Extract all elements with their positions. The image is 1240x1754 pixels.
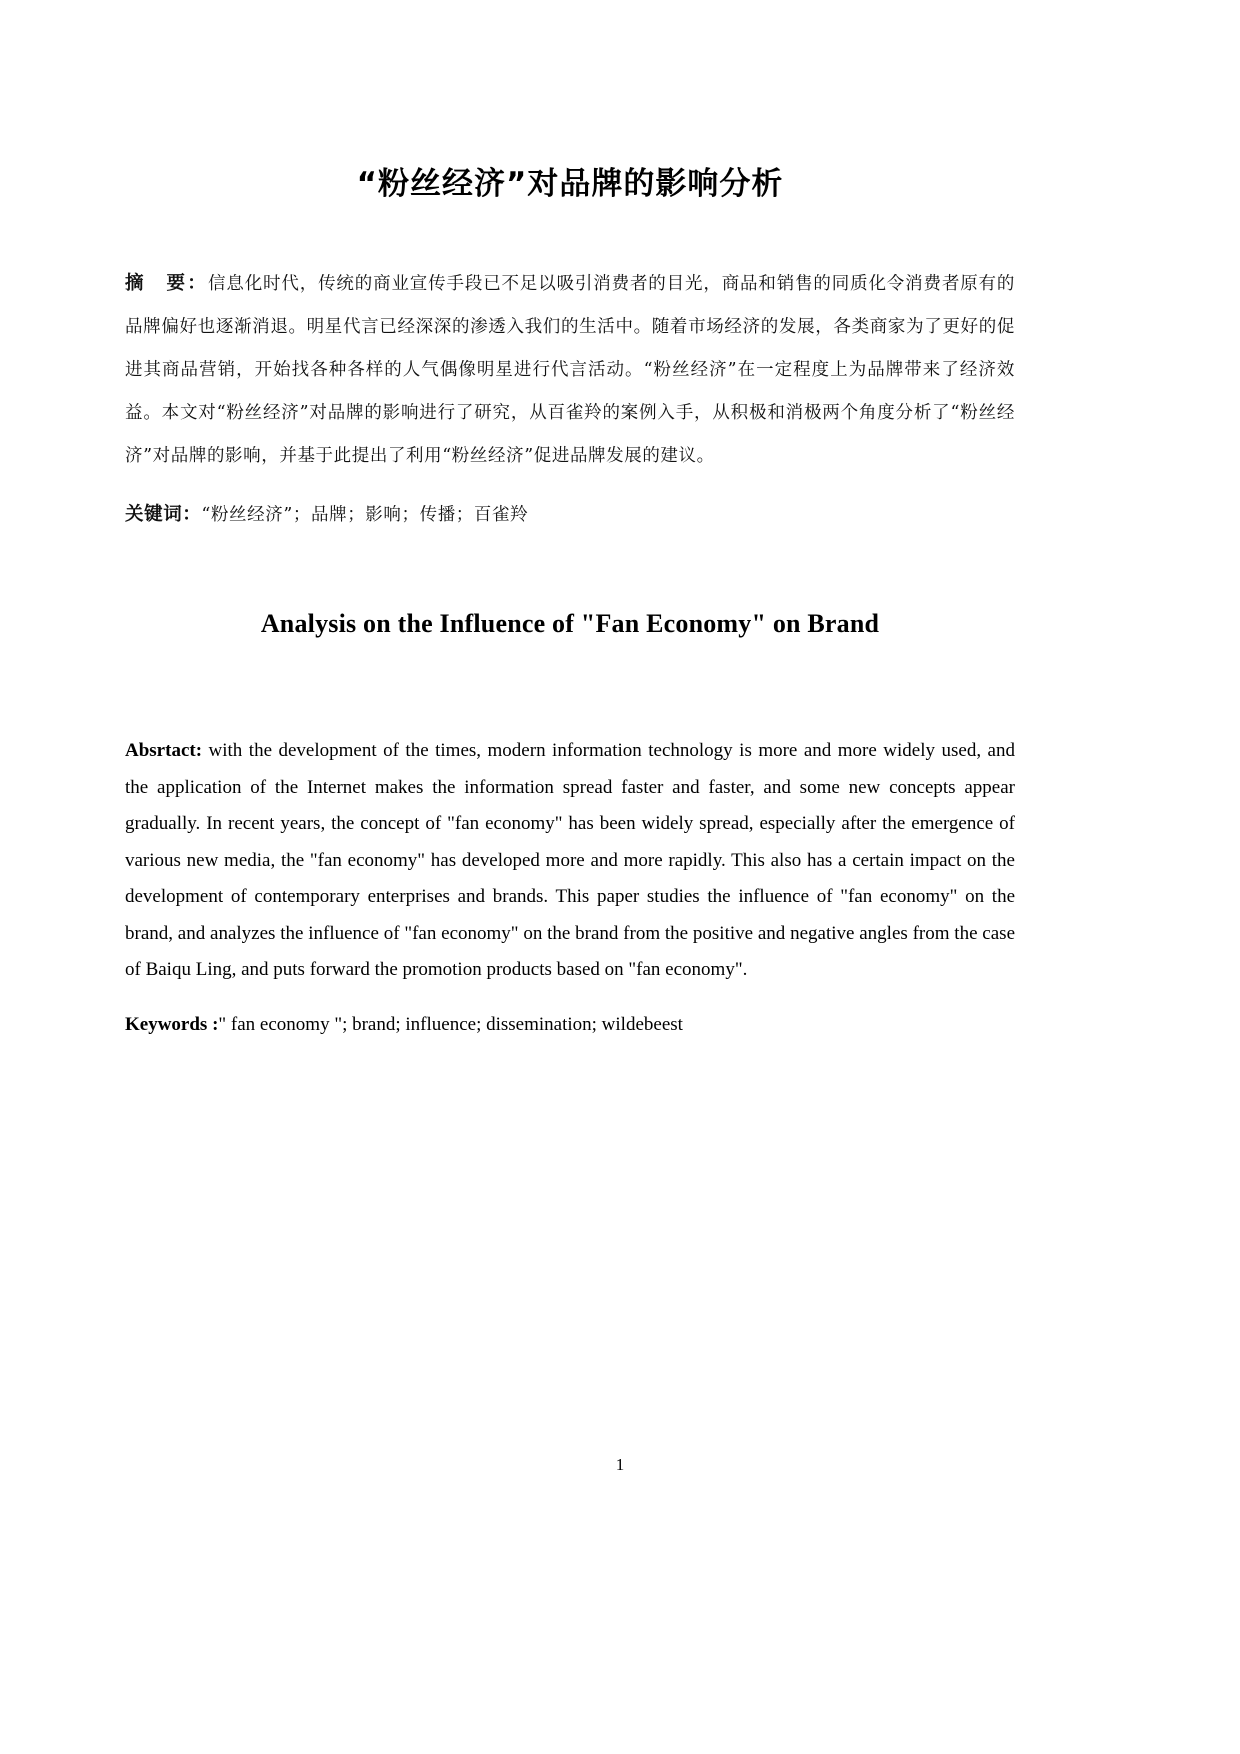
chinese-keywords-body: “粉丝经济”；品牌；影响；传播；百雀羚: [201, 505, 529, 526]
chinese-abstract: [125, 262, 1015, 478]
english-title: Analysis on the Influence of "Fan Economy" on Brand: [260, 609, 880, 639]
english-abstract-body: with the development of the times, modern information technology is more and more widely used, and the application of the Internet makes the information spread faster and faster, and some new concepts appear gradually. In recent years, the concept of "fan economy" has been widely spread, especially after the emergence of various new media, the "fan economy" has developed more and more rapidly. This also has a certain impact on the development of contemporary enterprises and brands. This paper studies the influence of "fan economy" on the brand, and analyzes the influence of "fan economy" on the brand from the positive and negative angles from the case of Baiqu Ling, and puts forward the promotion products based on "fan economy".: [125, 740, 1015, 981]
english-keywords-label: Keywords :: [125, 1013, 219, 1035]
chinese-keywords-label: 关键词：: [125, 504, 202, 526]
chinese-abstract-label: 摘 要：: [125, 272, 208, 294]
page-number: 1: [615, 1455, 625, 1474]
english-keywords: [125, 1008, 1015, 1042]
english-abstract-label: Absrtact:: [125, 740, 203, 762]
page-content: [125, 0, 1015, 1061]
english-keywords-body: " fan economy "; brand; influence; dissemination; wildebeest: [218, 1013, 683, 1035]
chinese-abstract-body: 信息化时代，传统的商业宣传手段已不足以吸引消费者的目光，商品和销售的同质化令消费者原有的品牌偏好也逐渐消退。明星代言已经深深的渗透入我们的生活中。随着市场经济的发展，各类商家为了更好的促进其商品营销，开始找各种各样的人气偶像明星进行代言活动。“粉丝经济”在一定程度上为品牌带来了经济效益。本文对“粉丝经济”对品牌的影响进行了研究，从百雀羚的案例入手，从积极和消极两个角度分析了“粉丝经济”对品牌的影响，并基于此提出了利用“粉丝经济”促进品牌发展的建议。: [125, 273, 1015, 466]
chinese-keywords: [125, 495, 1015, 535]
english-abstract: [125, 733, 1015, 989]
chinese-title: “粉丝经济”对品牌的影响分析: [356, 166, 784, 202]
